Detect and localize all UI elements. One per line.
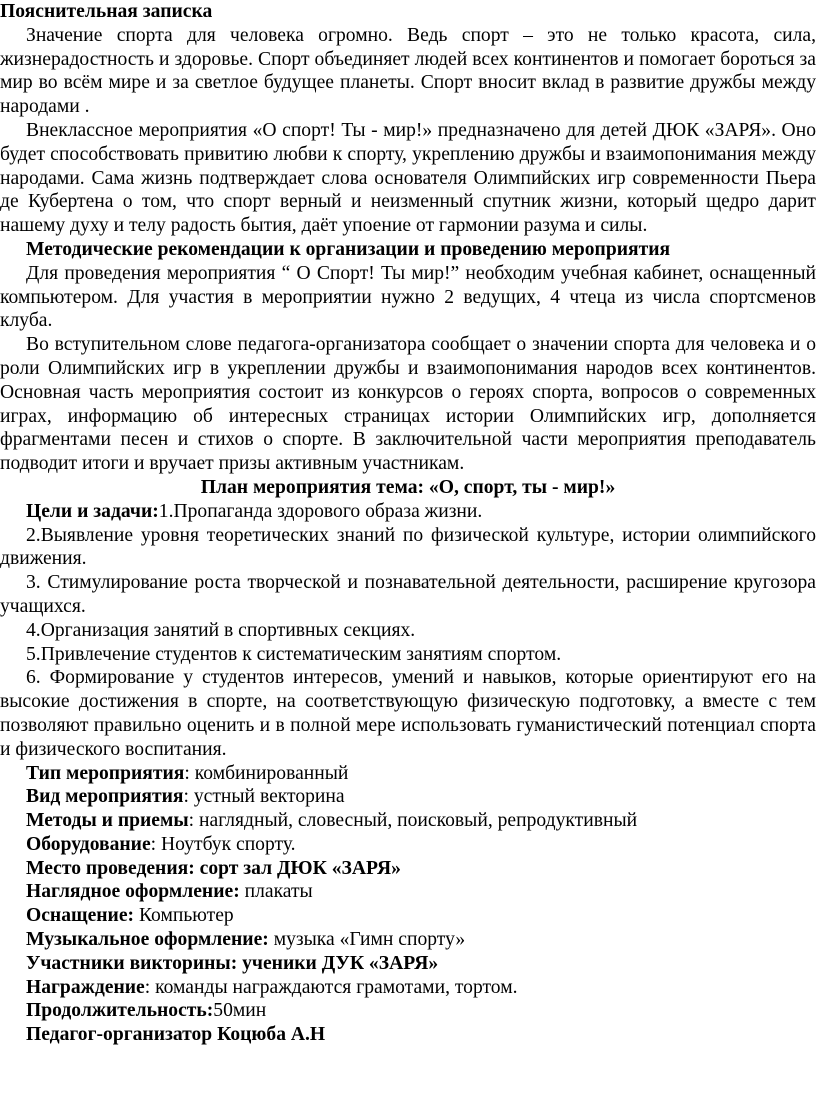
intro-paragraph-1: Значение спорта для человека огромно. Ведь спорт – это не только красота, сила, жизнерадостность и здоровье. Спорт объединяет людей всех континентов и помогает бороться за мир во всём мире и за светлое будущее планеты. Спорт вносит вклад в развитие дружбы между народами . [0, 24, 816, 118]
detail-methods: Методы и приемы: наглядный, словесный, поисковый, репродуктивный [26, 810, 638, 832]
detail-visual-design: Наглядное оформление: плакаты [26, 881, 313, 903]
detail-duration: Продолжительность:50мин [26, 1000, 267, 1022]
goals-label: Цели и задачи: [26, 500, 159, 522]
goal-2: 2.Выявление уровня теоретических знаний по физической культуре, истории олимпийского движения. [0, 524, 816, 570]
intro-paragraph-2: Внеклассное мероприятия «О спорт! Ты - мир!» предназначено для детей ДЮК «ЗАРЯ». Оно будет способствовать привитию любви к спорту, укреплению дружбы и взаимопонимания между народами. Сама жизнь подтверждает слова основателя Олимпийских игр современности Пьера де Кубертена о том, что спорт верный и неизменный спутник жизни, который щедро дарит нашему духу и телу радость бытия, даёт упоение от гармонии разума и силы. [0, 119, 816, 237]
detail-equipment: Оборудование: Ноутбук спорту. [26, 833, 296, 855]
goal-6: 6. Формирование у студентов интересов, умений и навыков, которые ориентируют его на высокие достижения в спорте, на соответствующую физическую подготовку, а вместе с тем позволяют правильно оценить и в полной мере использовать гуманистический потенциал спорта и физического воспитания. [0, 667, 816, 760]
detail-participants: Участники викторины: ученики ДУК «ЗАРЯ» [26, 952, 439, 974]
methods-paragraph-2: Во вступительном слове педагога-организатора сообщает о значении спорта для человека и о роли Олимпийских игр в укреплении дружбы и взаимопонимания народов всех континентов. Основная часть мероприятия состоит из конкурсов о героях спорта, вопросов о современных играх, информацию об интересных страницах истории Олимпийских игр, дополняется фрагментами песен и стихов о спорте. В заключительной части мероприятия преподаватель подводит итоги и вручает призы активным участникам. [0, 334, 816, 475]
detail-music: Музыкальное оформление: музыка «Гимн спорту» [26, 929, 466, 951]
goal-3: 3. Стимулирование роста творческой и познавательной деятельности, расширение кругозора учащихся. [0, 572, 816, 617]
detail-event-type: Тип мероприятия: комбинированный [26, 762, 349, 784]
detail-organizer: Педагог-организатор Коцюба А.Н [26, 1024, 326, 1046]
goal-4: 4.Организация занятий в спортивных секциях. [26, 619, 416, 641]
methods-heading: Методические рекомендации к организации и проведению мероприятия [26, 238, 671, 260]
document-title: Пояснительная записка [0, 1, 213, 22]
detail-provision: Оснащение: Компьютер [26, 905, 234, 927]
methods-paragraph-1: Для проведения мероприятия “ О Спорт! Ты мир!” необходим учебная кабинет, оснащенный компьютером. Для участия в мероприятии нужно 2 ведущих, 4 чтеца из числа спортсменов клуба. [0, 262, 816, 332]
goals-line [0, 500, 816, 524]
detail-awards: Награждение: команды награждаются грамотами, тортом. [26, 976, 518, 998]
goal-5: 5.Привлечение студентов к систематическим занятиям спортом. [26, 643, 562, 665]
detail-event-kind: Вид мероприятия: устный векторина [26, 786, 345, 808]
plan-heading: План мероприятия тема: «О, спорт, ты - мир!» [200, 476, 616, 498]
detail-venue: Место проведения: сорт зал ДЮК «ЗАРЯ» [26, 857, 401, 879]
goal-1: 1.Пропаганда здорового образа жизни. [158, 500, 483, 522]
